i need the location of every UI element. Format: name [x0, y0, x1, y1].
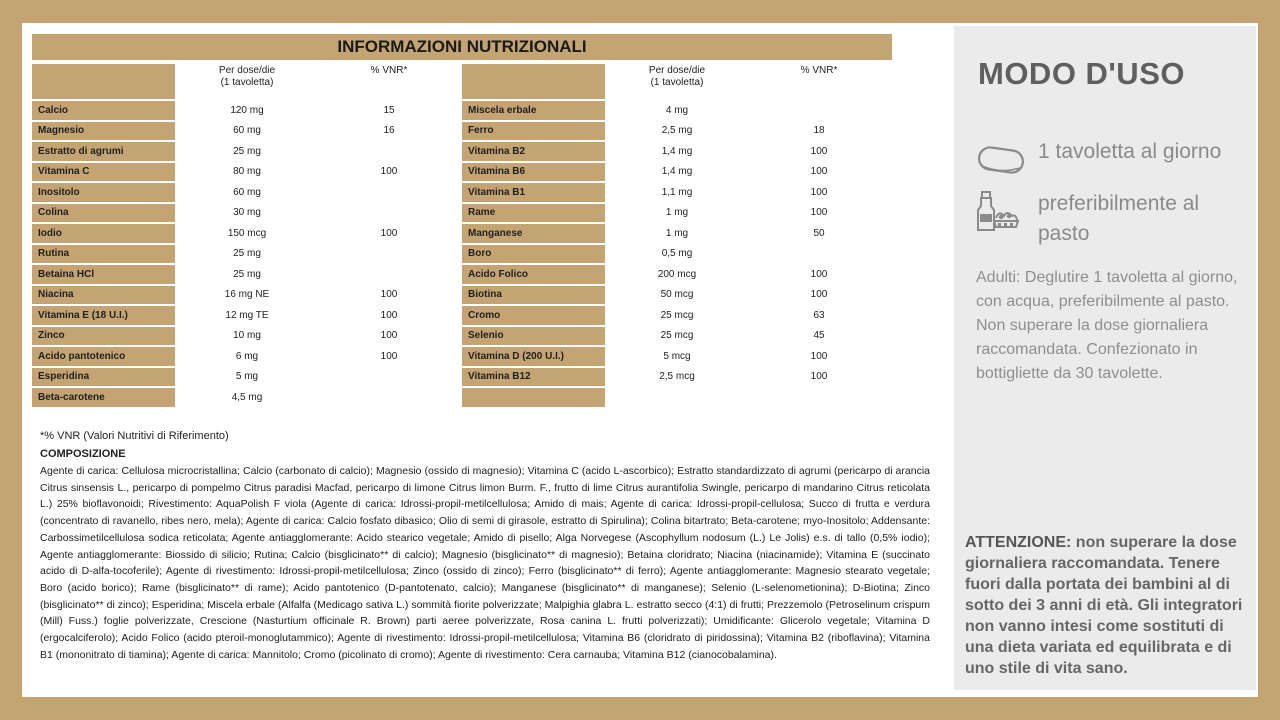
table-row [462, 388, 889, 407]
nutrient-vnr [319, 183, 459, 202]
nutrient-dose: 80 mg [233, 166, 261, 178]
table-row [32, 142, 459, 161]
nutrition-panel [32, 34, 931, 684]
vnr-note: *% VNR (Valori Nutritivi di Riferimento) [40, 430, 229, 442]
nutrition-table-left [32, 62, 459, 409]
nutrient-dose: 4,5 mg [231, 391, 263, 403]
table-row [462, 306, 889, 325]
nutrient-dose: 200 mcg [657, 268, 697, 280]
nutrient-dose: 25 mg [233, 248, 261, 260]
nutrient-name: Estratto di agrumi [32, 142, 175, 161]
nutrient-dose: 50 mcg [660, 289, 694, 301]
nutrient-name: Vitamina B2 [462, 142, 605, 161]
nutrient-vnr [749, 101, 889, 120]
table-row [462, 347, 889, 366]
table-row [462, 204, 889, 223]
nutrient-dose: 150 mcg [227, 227, 267, 239]
nutrient-vnr: 100 [380, 309, 398, 321]
nutrient-dose: 60 mg [233, 186, 261, 198]
nutrient-vnr: 100 [810, 350, 828, 362]
nutrient-name: Vitamina B12 [462, 368, 605, 387]
nutrient-vnr [749, 245, 889, 264]
nutrient-name: Colina [32, 204, 175, 223]
nutrient-dose: 25 mg [233, 268, 261, 280]
nutrient-dose [605, 388, 749, 407]
nutrient-dose: 25 mg [233, 145, 261, 157]
warning-text [965, 532, 1255, 679]
table-row [32, 388, 459, 407]
nutrient-dose: 1 mg [665, 227, 689, 239]
nutrient-vnr: 100 [380, 166, 398, 178]
nutrient-vnr: 15 [383, 104, 395, 116]
nutrient-vnr [319, 245, 459, 264]
nutrient-dose: 60 mg [233, 125, 261, 137]
nutrient-vnr: 63 [813, 309, 825, 321]
table-row [462, 163, 889, 182]
table-row [462, 245, 889, 264]
nutrient-vnr: 100 [810, 166, 828, 178]
table-row [32, 327, 459, 346]
table-row [32, 245, 459, 264]
nutrient-name: Vitamina B1 [462, 183, 605, 202]
nutrient-vnr [319, 142, 459, 161]
composition-text: Agente di carica: Cellulosa microcristallina; Calcio (carbonato di calcio); Magnesio (ossido di magnesio); Vitamina C (acido L-ascorbico); Estratto standardizzato di agrumi (pericarpo di arancia Citrus sinsensis L., pericarpo di pompelmo Citrus paradisi Macfad, pericarpo di limone Citrus limon Burm. F., frutto di lime Citrus aurantifolia Swingle, pericarpo di mandarino Citrus reticolata L.) 25% bioflavonoidi; Rivestimento: AquaPolish F viola (Agente di carica: Idrossi-propil-metilcellulosa; Amido di mais; Agente di carica: Idrossi-propil-cellulosa; Succo di frutta e verdura (concentrato di ravanello, ribes nero, mela); Agente di carica: Calcio fosfato dibasico; Olio di semi di girasole, estratto di Spirulina); Colina bitartrato; Beta-carotene; myo-Inositolo; Addensante: Carbossimetilcellulosa sodica reticolata; Agente antiagglomerante: Acido stearico vegetale; Amido di pisello; Alga Norvegese (Ascophyllum nodosum (L.) Le Jolis) e.s. di tallo (0,5% iodio); Agente antiagglomerante: Biossido di silicio; Rutina; Calcio (bisglicinato** di calcio); Magnesio (bisglicinato** di magnesio); Betaina cloridrato; Niacina (niacinamide); Vitamina E (succinato acido di D-alfa-tocoferile); Agente di rivestimento: Idrossi-propil-metilcellulosa; Zinco (ossido di zinco); Ferro (bisglicinato** di ferro); Agente antiagglomerante: Magnesio stearato vegetale; Boro (acido borico); Rame (bisglicinato** di rame); Acido pantotenico (D-pantotenato, calcio); Manganese (bisglicinato** di manganese); Selenio (L-selenometionina); D-Biotina; Zinco (bisglicinato** di zinco); Esperidina; Miscela erbale (Alfalfa (Medicago sativa L.) sommità fiorite polverizzate; Malpighia glabra L. estratto secco (4:1) di frutti; Prezzemolo (Petroselinum crispum (Mill) Fuss.) foglie polverizzate, Crescione (Nasturtium officinale R. Brown) parti aeree polverizzate, Rosa canina L. frutti polverizzati); Umidificante: Glicerolo vegetale; Vitamina D (ergocalciferolo); Acido Folico (acido pteroil-monoglutammico); Agente di rivestimento: Idrossi-propil-metilcellulosa; Vitamina B6 (cloridrato di piridossina); Vitamina B2 (riboflavina); Vitamina B1 (mononitrato di tiamina); Agente di carica: Mannitolo; Cromo (picolinato di cromo); Agente di rivestimento: Cera carnauba; Vitamina B12 (cianocobalamina). [40, 465, 930, 661]
nutrient-dose: 1,1 mg [661, 186, 693, 198]
nutrient-vnr [319, 204, 459, 223]
nutrient-vnr [319, 265, 459, 284]
table-row [32, 306, 459, 325]
table-row [462, 122, 889, 141]
document-frame [22, 23, 1258, 697]
nutrient-dose: 12 mg TE [225, 309, 269, 321]
nutrient-dose: 10 mg [233, 330, 261, 342]
table-row [32, 286, 459, 305]
table-row [32, 183, 459, 202]
nutrient-dose: 16 mg NE [224, 289, 270, 301]
nutrient-dose: 1 mg [665, 207, 689, 219]
warning-label: ATTENZIONE: [965, 534, 1072, 551]
table-row [462, 183, 889, 202]
table-row [462, 265, 889, 284]
nutrient-name: Niacina [32, 286, 175, 305]
nutrient-name: Miscela erbale [462, 101, 605, 120]
header-vnr: % VNR* [800, 65, 838, 76]
header-vnr: % VNR* [370, 65, 408, 76]
nutrient-vnr: 100 [380, 289, 398, 301]
table-row [462, 368, 889, 387]
nutrient-name: Betaina HCl [32, 265, 175, 284]
table-row [32, 122, 459, 141]
nutrient-vnr: 100 [810, 145, 828, 157]
table-row [32, 265, 459, 284]
nutrient-dose: 4 mg [665, 104, 689, 116]
table-row [462, 224, 889, 243]
table-row [32, 347, 459, 366]
nutrient-vnr: 45 [813, 330, 825, 342]
nutrient-dose: 30 mg [233, 207, 261, 219]
usage-panel [954, 26, 1256, 690]
table-row [462, 327, 889, 346]
header-dose: Per dose/die (1 tavoletta) [218, 65, 276, 88]
nutrient-name: Esperidina [32, 368, 175, 387]
nutrient-vnr [319, 388, 459, 407]
nutrient-name: Ferro [462, 122, 605, 141]
nutrient-vnr: 100 [810, 289, 828, 301]
nutrient-vnr: 18 [813, 125, 825, 137]
nutrient-vnr: 100 [380, 227, 398, 239]
nutrition-title: INFORMAZIONI NUTRIZIONALI [32, 34, 892, 60]
nutrient-name: Vitamina C [32, 163, 175, 182]
nutrient-name: Boro [462, 245, 605, 264]
header-name-cell [32, 64, 175, 99]
warning-body: non superare la dose giornaliera raccomandata. Tenere fuori dalla portata dei bambini al di sotto dei 3 anni di età. Gli integratori non vanno intesi come sostituti di una dieta variata ed equilibrata e di uno stile di vita sano. [965, 534, 1243, 677]
table-row [32, 204, 459, 223]
nutrient-vnr: 50 [813, 227, 825, 239]
nutrient-name: Inositolo [32, 183, 175, 202]
table-row [32, 163, 459, 182]
nutrient-vnr: 100 [810, 371, 828, 383]
table-row [32, 224, 459, 243]
nutrient-vnr: 100 [810, 268, 828, 280]
nutrient-name: Vitamina D (200 U.I.) [462, 347, 605, 366]
nutrient-dose: 5 mg [235, 371, 259, 383]
nutrient-name: Iodio [32, 224, 175, 243]
table-row [32, 101, 459, 120]
nutrient-name: Zinco [32, 327, 175, 346]
nutrient-vnr: 100 [810, 207, 828, 219]
table-row [32, 368, 459, 387]
nutrient-name: Biotina [462, 286, 605, 305]
table-row [462, 101, 889, 120]
header-dose: Per dose/die (1 tavoletta) [648, 65, 706, 88]
nutrient-name: Magnesio [32, 122, 175, 141]
nutrient-name: Vitamina E (18 U.I.) [32, 306, 175, 325]
table-header-right [462, 64, 889, 99]
nutrient-dose: 25 mcg [660, 330, 694, 342]
nutrient-name: Acido Folico [462, 265, 605, 284]
nutrient-dose: 120 mg [230, 104, 264, 116]
usage-title: MODO D'USO [978, 56, 1185, 91]
tablet-icon [976, 144, 1026, 178]
nutrient-dose: 6 mg [235, 350, 259, 362]
usage-item-2: preferibilmente al pasto [1038, 192, 1200, 245]
nutrient-name: Rame [462, 204, 605, 223]
nutrient-vnr: 100 [810, 186, 828, 198]
table-row [462, 286, 889, 305]
nutrient-dose: 1,4 mg [661, 145, 693, 157]
nutrient-dose: 25 mcg [660, 309, 694, 321]
nutrient-dose: 2,5 mcg [659, 371, 695, 383]
nutrient-vnr [749, 388, 889, 407]
composition-title: COMPOSIZIONE [40, 448, 126, 460]
nutrient-dose: 5 mcg [663, 350, 691, 362]
meal-icon [976, 190, 1020, 234]
nutrient-name: Rutina [32, 245, 175, 264]
nutrient-vnr [319, 368, 459, 387]
nutrient-dose: 0,5 mg [661, 248, 693, 260]
nutrient-dose: 2,5 mg [661, 125, 693, 137]
nutrient-vnr: 16 [383, 125, 395, 137]
nutrient-name: Acido pantotenico [32, 347, 175, 366]
nutrient-dose: 1,4 mg [661, 166, 693, 178]
nutrient-name [462, 388, 605, 407]
nutrient-vnr: 100 [380, 330, 398, 342]
nutrient-name: Cromo [462, 306, 605, 325]
nutrient-name: Calcio [32, 101, 175, 120]
adults-instructions: Adulti: Deglutire 1 tavoletta al giorno, con acqua, preferibilmente al pasto. Non superare la dose giornaliera raccomandata. Confezionato in bottigliette da 30 tavolette. [976, 269, 1238, 382]
nutrition-table-right [462, 62, 889, 409]
table-row [462, 142, 889, 161]
table-header-left [32, 64, 459, 99]
nutrient-name: Beta-carotene [32, 388, 175, 407]
nutrient-vnr: 100 [380, 350, 398, 362]
usage-item-1: 1 tavoletta al giorno [1038, 140, 1222, 163]
header-name-cell [462, 64, 605, 99]
nutrient-name: Vitamina B6 [462, 163, 605, 182]
nutrient-name: Manganese [462, 224, 605, 243]
nutrient-name: Selenio [462, 327, 605, 346]
